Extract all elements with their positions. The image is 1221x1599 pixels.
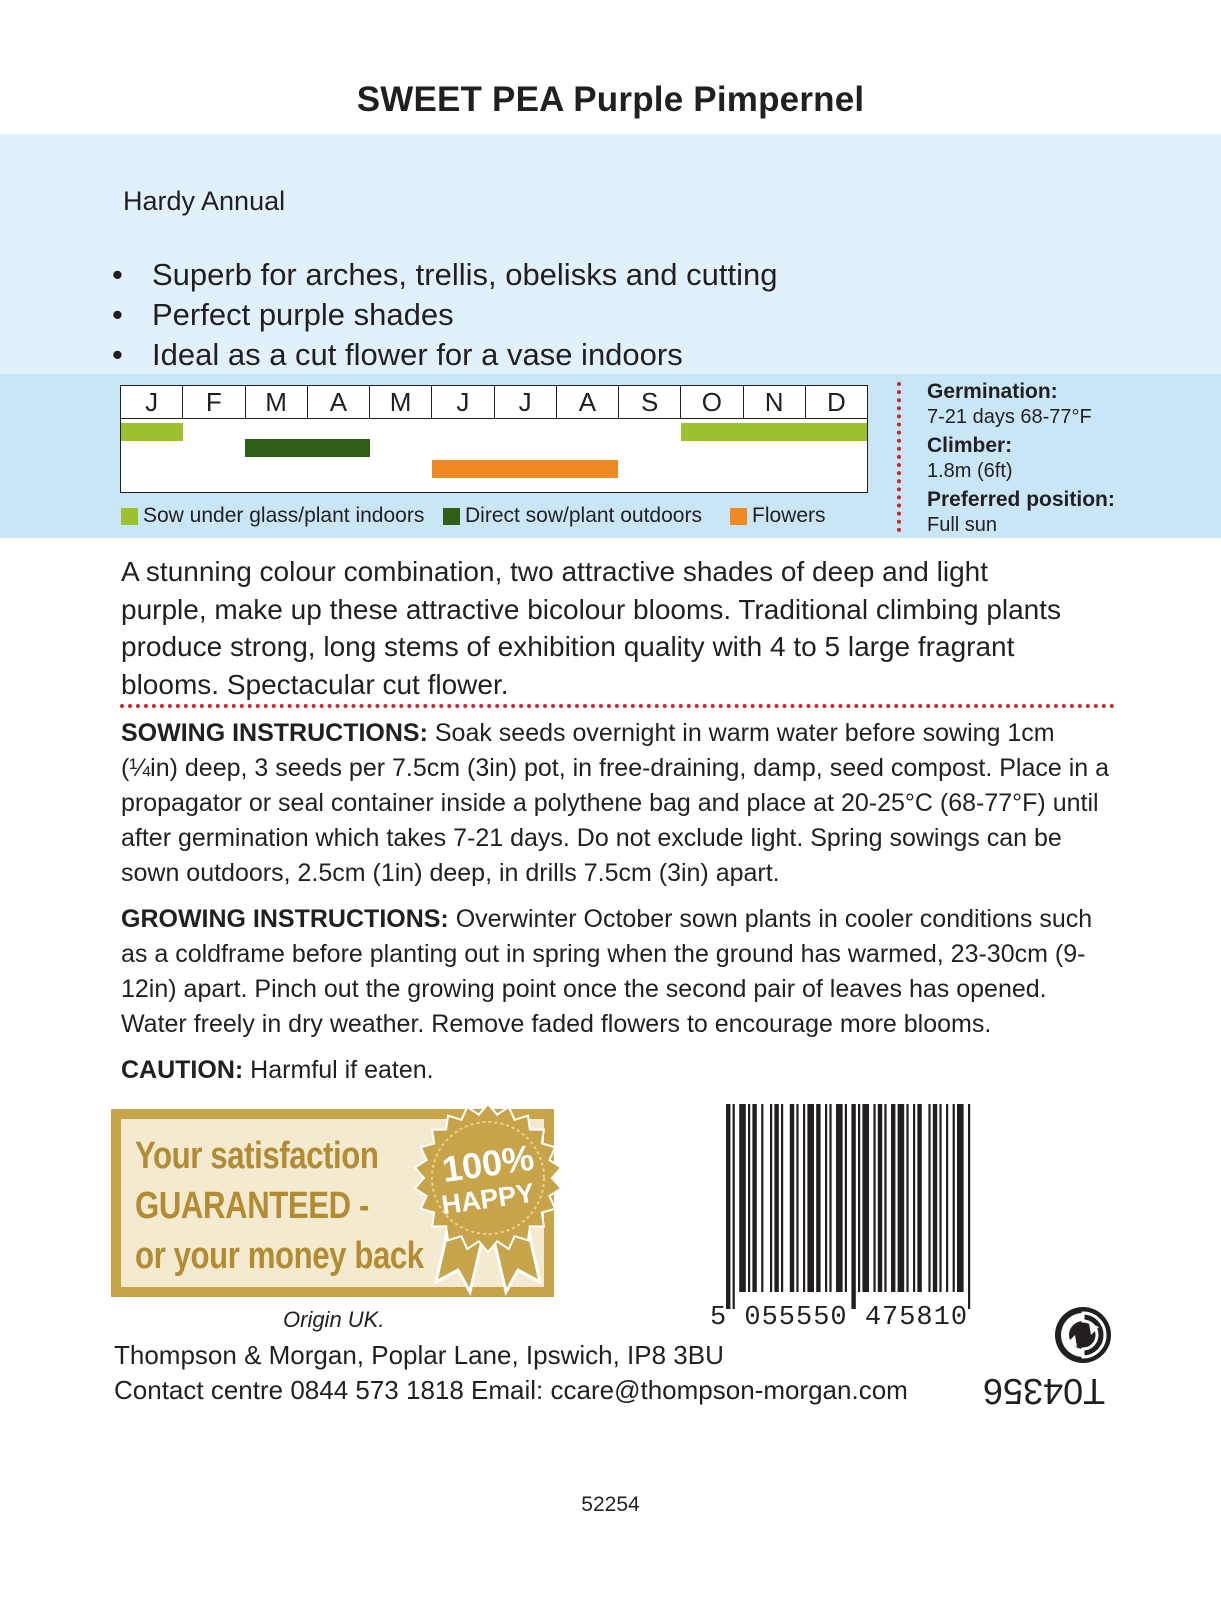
feature-item: • Perfect purple shades: [112, 295, 777, 335]
barcode-bar: [774, 1104, 778, 1292]
calendar-bar-sow-indoors: [681, 423, 868, 441]
legend-sow-outdoors: Direct sow/plant outdoors: [443, 504, 702, 528]
barcode-bar: [957, 1104, 964, 1292]
barcode-bar: [836, 1104, 843, 1292]
sowing-text: Soak seeds overnight in warm water before sowing 1cm (¼in) deep, 3 seeds per 7.5cm (3in) pot, in free-draining, damp, seed compost. Place in a propagator or seal container inside a polythene bag and place at 20-25°C (68-77°F) until after germination which takes 7-21 days. Do not exclude light. Spring sowings can be sown outdoors, 2.5cm (1in) deep, in drills 7.5cm (3in) apart.: [121, 719, 1110, 887]
growing-label: GROWING INSTRUCTIONS:: [121, 905, 449, 933]
barcode-bar: [913, 1104, 915, 1292]
growing-text: Overwinter October sown plants in cooler conditions such as a coldframe before planting out in spring when the ground has warmed, 23-30cm (9-12in) apart. Pinch out the growing point once the second pair of leaves has opened. Water freely in dry weather. Remove faded flowers to encourage more blooms.: [121, 905, 1093, 1038]
month-aug: A: [556, 386, 618, 418]
company-address: Thompson & Morgan, Poplar Lane, Ipswich, IP8 3BU: [114, 1340, 724, 1370]
barcode-bar: [803, 1104, 805, 1292]
barcode-bar: [816, 1104, 820, 1292]
barcode-bar: [939, 1104, 941, 1292]
barcode-bar: [733, 1104, 735, 1309]
feature-item: • Superb for arches, trellis, obelisks and cutting: [112, 255, 777, 295]
page-title: SWEET PEA Purple Pimpernel: [356, 80, 865, 119]
caution-notice: [121, 1053, 1111, 1088]
bullet-glyph: •: [112, 337, 123, 372]
dotted-divider-horizontal: [120, 704, 1115, 708]
feature-item: • Ideal as a cut flower for a vase indoors: [112, 335, 777, 375]
caution-text: Harmful if eaten.: [243, 1056, 434, 1084]
calendar-months: [121, 386, 867, 419]
month-jul: J: [494, 386, 556, 418]
company-contact: Contact centre 0844 573 1818 Email: ccare@thompson-morgan.com: [114, 1375, 908, 1405]
legend-swatch: [443, 508, 460, 525]
barcode-bar: [851, 1104, 855, 1309]
calendar-bars: [121, 419, 867, 494]
barcode-bar: [928, 1104, 930, 1292]
barcode-bar: [917, 1104, 921, 1292]
calendar-bar-sow-indoors: [121, 423, 183, 441]
footer-number: 52254: [581, 1493, 640, 1516]
month-apr: A: [307, 386, 369, 418]
germination-label: Germination:: [927, 380, 1058, 403]
calendar-legend: [121, 504, 881, 530]
barcode-bar: [858, 1104, 860, 1292]
seal-percent: 100%: [439, 1136, 537, 1191]
barcode-number: 5 055550 475810: [710, 1303, 969, 1333]
calendar-bar-sow-outdoors: [245, 439, 369, 457]
product-description: A stunning colour combination, two attractive shades of deep and light purple, make up these attractive bicolour blooms. Traditional climbing plants produce strong, long stems of exhibition quality with 4 to 5 large fragrant blooms. Spectacular cut flower.: [121, 556, 1062, 700]
barcode-bar: [906, 1104, 908, 1292]
legend-swatch: [121, 508, 138, 525]
origin-text: Origin UK.: [283, 1307, 385, 1332]
growing-info: [927, 378, 1217, 540]
month-nov: N: [743, 386, 805, 418]
barcode-bar: [761, 1104, 763, 1292]
legend-sow-indoors: Sow under glass/plant indoors: [121, 504, 424, 528]
barcode-bar: [891, 1104, 895, 1292]
barcode-bar: [953, 1104, 955, 1292]
barcode-bar: [781, 1104, 783, 1292]
sowing-instructions: [121, 716, 1111, 891]
plant-type: Hardy Annual: [123, 186, 286, 216]
barcode-bar: [862, 1104, 869, 1292]
bullet-glyph: •: [112, 257, 123, 292]
barcode-bar: [739, 1104, 746, 1292]
happy-seal-icon: [408, 1100, 568, 1296]
month-may: M: [369, 386, 431, 418]
barcode-bar: [878, 1104, 882, 1292]
guarantee-line-1: Your satisfaction: [135, 1135, 379, 1177]
barcode-bar: [796, 1104, 798, 1292]
barcode-bar: [845, 1104, 847, 1292]
barcode-bar: [807, 1104, 814, 1292]
month-oct: O: [680, 386, 742, 418]
barcode-bar: [748, 1104, 750, 1292]
barcode-bar: [790, 1104, 794, 1292]
calendar-bar-flowers: [432, 460, 619, 478]
growing-instructions: [121, 902, 1111, 1042]
climber-label: Climber:: [927, 434, 1013, 457]
sowing-calendar: [120, 385, 868, 493]
germination-value: 7-21 days 68-77°F: [927, 406, 1092, 428]
barcode-bar: [752, 1104, 756, 1292]
month-dec: D: [805, 386, 867, 418]
caution-label: CAUTION:: [121, 1056, 244, 1084]
green-dot-recycle-icon: [1053, 1305, 1113, 1365]
position-value: Full sun: [927, 514, 998, 536]
bullet-glyph: •: [112, 297, 123, 332]
sowing-label: SOWING INSTRUCTIONS:: [121, 719, 428, 747]
barcode-bar: [933, 1104, 937, 1292]
legend-swatch: [730, 508, 747, 525]
legend-flowers: Flowers: [730, 504, 826, 528]
guarantee-line-2: GUARANTEED -: [135, 1185, 369, 1227]
month-jun: J: [431, 386, 493, 418]
product-code: T04356: [983, 1371, 1106, 1412]
barcode-bar: [825, 1104, 827, 1292]
barcode-bar: [829, 1104, 831, 1292]
barcode-bar: [873, 1104, 875, 1292]
guarantee-line-3: or your money back: [135, 1235, 424, 1277]
barcode-icon: [706, 1104, 1011, 1314]
month-jan: J: [145, 387, 159, 417]
barcode-bar: [946, 1104, 948, 1292]
seal-happy: HAPPY: [439, 1177, 537, 1221]
climber-value: 1.8m (6ft): [927, 460, 1013, 482]
month-sep: S: [618, 386, 680, 418]
barcode-bar: [968, 1104, 970, 1309]
month-mar: M: [245, 386, 307, 418]
barcode-bar: [884, 1104, 886, 1292]
barcode-bar: [770, 1104, 772, 1292]
barcode-bar: [898, 1104, 905, 1292]
month-feb: F: [182, 386, 244, 418]
dotted-divider-vertical: [897, 382, 903, 532]
barcode-bar: [726, 1104, 730, 1309]
feature-list: [112, 255, 777, 375]
position-label: Preferred position:: [927, 488, 1115, 511]
